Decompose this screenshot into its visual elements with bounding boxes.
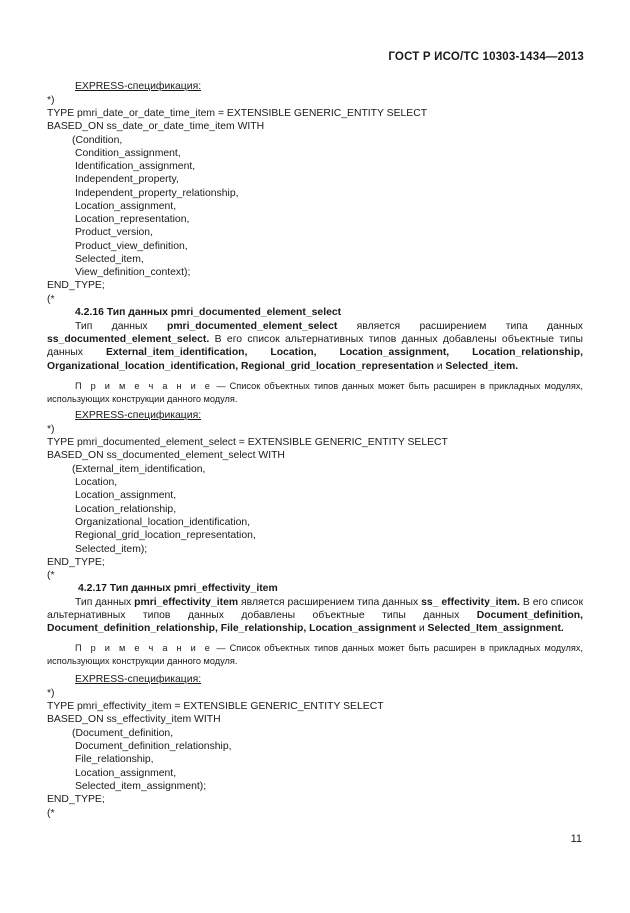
select-item: Regional_grid_location_representation, [75,530,256,541]
comment-close: *) [47,95,55,106]
type-declaration: TYPE pmri_documented_element_select = EXTENSIBLE GENERIC_ENTITY SELECT [47,437,448,448]
section-heading: 4.2.16 Тип данных pmri_documented_element_select [75,307,342,318]
section-paragraph: Тип данных pmri_effectivity_item является расширением типа данных ss_ effectivity_item. В его список альтернативных типов данных добавлены объектные типы данных Document_definition, Document_definition_relationship, File_relationship, Location_assignment и Selected_Item_assignment. [47,597,584,635]
select-item: (Document_definition, [72,728,174,739]
select-item: Location_assignment, [75,768,177,779]
select-item: Location_assignment, [75,490,177,501]
select-item: Location_assignment, [75,201,177,212]
page-number: 11 [570,833,582,845]
express-spec-label: EXPRESS-спецификация: [75,410,202,421]
comment-open: (* [47,294,55,305]
end-type: END_TYPE; [47,557,105,568]
section-heading: 4.2.17 Тип данных pmri_effectivity_item [78,583,278,594]
select-item: Location, [75,477,118,488]
select-item: Product_view_definition, [75,241,188,252]
select-item: Document_definition_relationship, [75,741,232,752]
based-on-line: BASED_ON ss_effectivity_item WITH [47,714,221,725]
type-declaration: TYPE pmri_date_or_date_time_item = EXTENSIBLE GENERIC_ENTITY SELECT [47,108,428,119]
express-spec-label: EXPRESS-спецификация: [75,81,202,92]
select-item: (External_item_identification, [72,464,206,475]
comment-close: *) [47,424,55,435]
note: П р и м е ч а н и е — Список объектных типов данных может быть расширен в прикладных модулях, использующих конструкции данного модуля. [47,381,583,404]
type-declaration: TYPE pmri_effectivity_item = EXTENSIBLE GENERIC_ENTITY SELECT [47,701,384,712]
end-type: END_TYPE; [47,794,105,805]
note: П р и м е ч а н и е — Список объектных типов данных может быть расширен в прикладных модулях, использующих конструкции данного модуля. [47,643,583,666]
select-item: Condition_assignment, [75,148,181,159]
select-item: Selected_item); [75,544,148,555]
select-item: Independent_property, [75,174,179,185]
select-item: Location_representation, [75,214,190,225]
select-item: Location_relationship, [75,504,177,515]
based-on-line: BASED_ON ss_documented_element_select WITH [47,450,285,461]
standard-code-header: ГОСТ Р ИСО/ТС 10303-1434—2013 [388,51,584,63]
select-item: Identification_assignment, [75,161,196,172]
express-spec-label: EXPRESS-спецификация: [75,674,202,685]
based-on-line: BASED_ON ss_date_or_date_time_item WITH [47,121,265,132]
select-item: Organizational_location_identification, [75,517,251,528]
select-item: Independent_property_relationship, [75,188,239,199]
select-item: (Condition, [72,135,123,146]
select-item: Selected_item, [75,254,144,265]
end-type: END_TYPE; [47,280,105,291]
comment-open: (* [47,570,55,581]
comment-close: *) [47,688,55,699]
section-paragraph: Тип данных pmri_documented_element_select является расширением типа данных ss_documented_element_select. В его список альтернативных типов данных добавлены объектные типы данных External_item_identification, Location, Location_assignment, Location_relationship, Organizational_location_identification, Regional_grid_location_representation и Selected_item. [47,321,583,372]
select-item: View_definition_context); [75,267,191,278]
select-item: Product_version, [75,227,153,238]
select-item: File_relationship, [75,754,154,765]
comment-open: (* [47,808,55,819]
select-item: Selected_item_assignment); [75,781,207,792]
